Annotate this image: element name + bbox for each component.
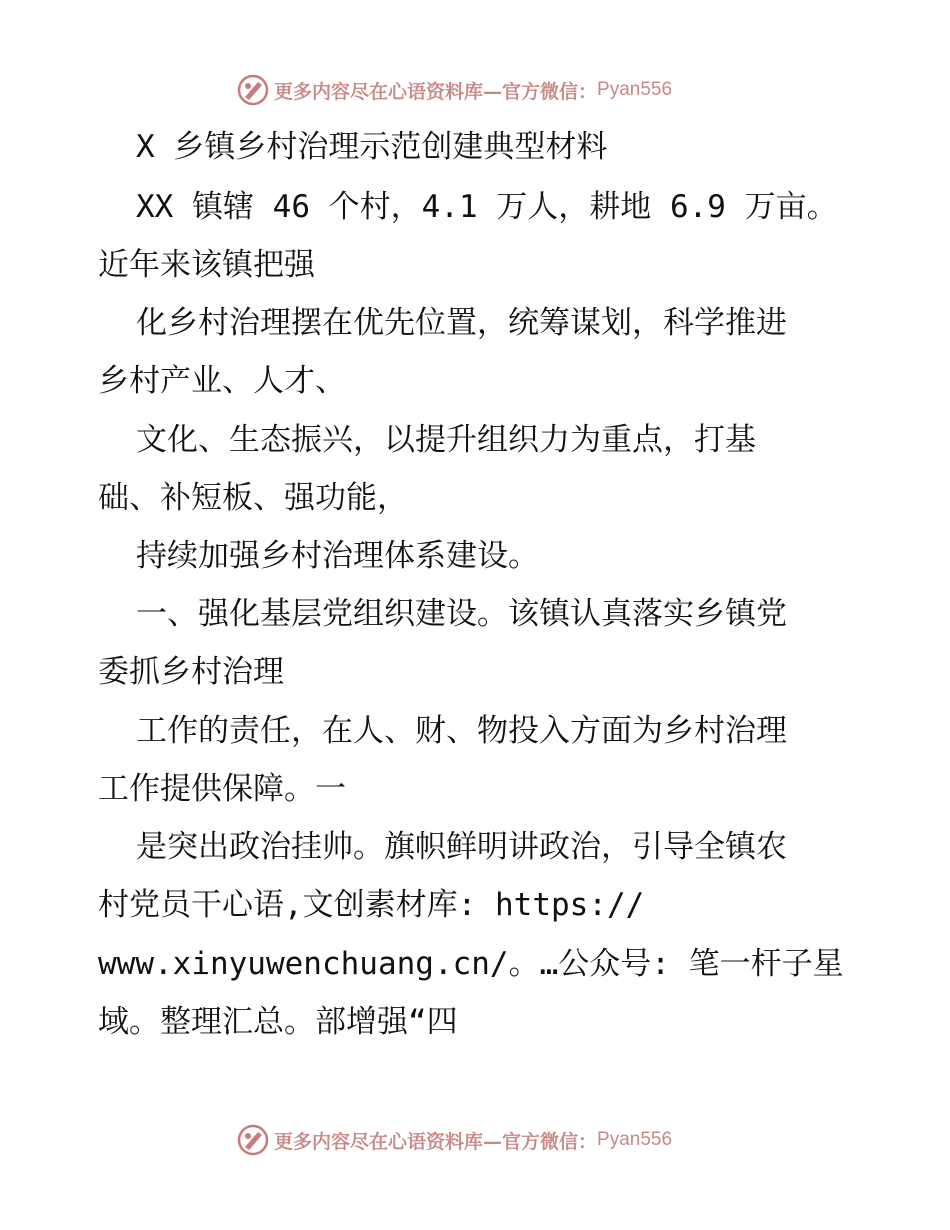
section-heading-line: 一、强化基层党组织建设。该镇认真落实乡镇党: [136, 596, 787, 632]
watermark-text: 更多内容尽在心语资料库—官方微信：: [274, 80, 598, 103]
paragraph-line: 化乡村治理摆在优先位置，统筹谋划，科学推进: [136, 305, 787, 341]
logo-icon: [236, 1123, 270, 1157]
paragraph-line: 乡村产业、人才、: [98, 363, 346, 399]
paragraph-line: 础、补短板、强功能，: [98, 480, 408, 516]
watermark-id: Pyan556: [597, 1129, 673, 1150]
paragraph-line: 域。整理汇总。部增强“四: [98, 1004, 458, 1040]
paragraph-line: 文化、生态振兴，以提升组织力为重点，打基: [136, 422, 756, 458]
paragraph-line: 持续加强乡村治理体系建设。: [136, 538, 539, 574]
paragraph-line: 近年来该镇把强: [98, 247, 315, 283]
paragraph-line: 工作提供保障。一: [98, 771, 346, 807]
paragraph-line: 工作的责任，在人、财、物投入方面为乡村治理: [136, 713, 787, 749]
watermark-header: [236, 70, 672, 110]
watermark-text: 更多内容尽在心语资料库—官方微信：: [274, 1130, 598, 1153]
paragraph-line: www.xinyuwenchuang.cn/。…公众号: 笔一杆子星: [98, 946, 844, 982]
paragraph-line: 是突出政治挂帅。旗帜鲜明讲政治，引导全镇农: [136, 829, 787, 865]
watermark-id: Pyan556: [597, 79, 673, 100]
document-title: X 乡镇乡村治理示范创建典型材料: [136, 129, 608, 165]
paragraph-line: 村党员干心语,文创素材库: https://: [98, 887, 645, 923]
watermark-footer: [236, 1120, 672, 1160]
logo-icon: [236, 73, 270, 107]
paragraph-line: XX 镇辖 46 个村，4.1 万人，耕地 6.9 万亩。: [136, 189, 838, 225]
paragraph-line: 委抓乡村治理: [98, 654, 284, 690]
